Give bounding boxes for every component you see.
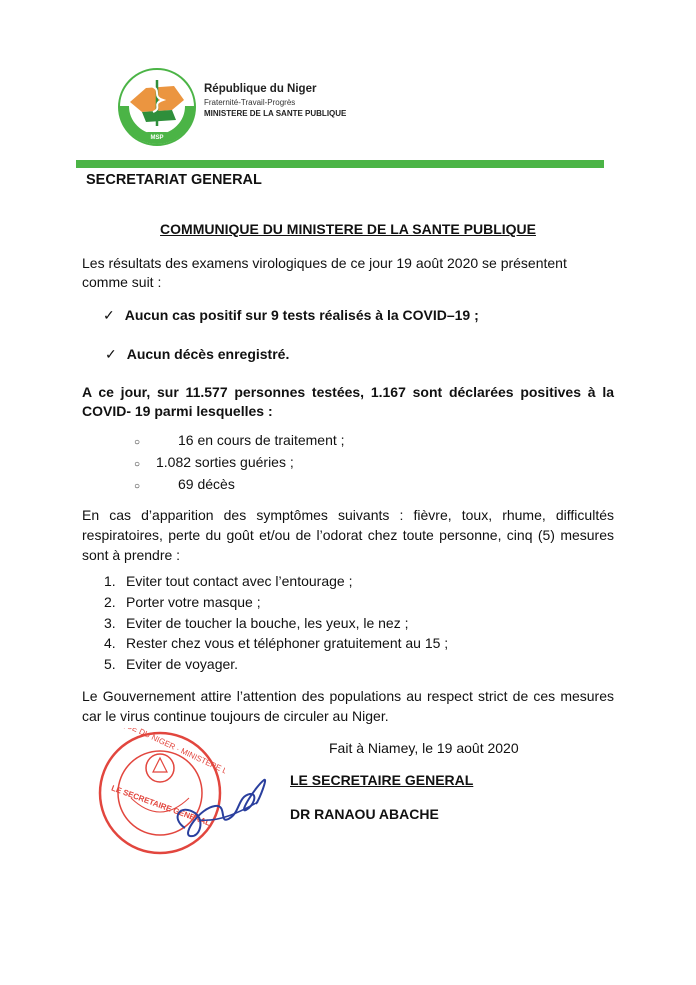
closing-paragraph: Le Gouvernement attire l’attention des populations au respect strict de ces mesures car le virus continue toujours de circuler au Niger. (82, 688, 614, 724)
stamp-inner-text: LE SECRETAIRE GENERAL (110, 783, 212, 828)
logo-abbrev: MSP (150, 135, 164, 141)
measure-item: 5. Eviter de voyager. (104, 656, 239, 673)
measures-list (104, 571, 448, 675)
measure-item: 3. Eviter de toucher la bouche, les yeux, le nez ; (104, 614, 409, 631)
header-country: République du Niger (204, 83, 317, 95)
communique-title: COMMUNIQUE DU MINISTERE DE LA SANTE PUBLIQUE (160, 221, 536, 237)
stamp-outer-text: DU NIGER · MINISTERE DE (137, 728, 225, 779)
measure-item: 2. Porter votre masque ; (104, 593, 261, 610)
intro-paragraph: Les résultats des examens virologiques de ce jour 19 août 2020 se présentent comme suit : (82, 255, 567, 290)
summary-paragraph: A ce jour, sur 11.577 personnes testées, 1.167 sont déclarées positives à la COVID- 19 parmi lesquelles : (82, 384, 614, 419)
check-item: ✓ Aucun décès enregistré. (105, 346, 290, 362)
circle-bullet-icon: ○ (134, 437, 141, 448)
header-ministry: MINISTERE DE LA SANTE PUBLIQUE (204, 109, 347, 118)
breakdown-item: ○ 69 décès (134, 476, 235, 492)
breakdown-item: ○ 1.082 sorties guéries ; (134, 454, 294, 470)
check-mark-icon: ✓ (103, 307, 115, 323)
header-divider (76, 160, 604, 168)
department-label: SECRETARIAT GENERAL (86, 172, 262, 188)
circle-bullet-icon: ○ (134, 459, 141, 470)
check-mark-icon: ✓ (105, 346, 117, 362)
breakdown-item: ○ 16 en cours de traitement ; (134, 432, 345, 448)
measure-item: 4. Rester chez vous et téléphoner gratuitement au 15 ; (104, 635, 449, 652)
signatory-name: DR RANAOU ABACHE (290, 806, 439, 822)
measure-item: 1. Eviter tout contact avec l’entourage ; (104, 573, 353, 589)
header-motto: Fraternité-Travail-Progrès (204, 98, 296, 107)
signatory-title: LE SECRETAIRE GENERAL (290, 772, 474, 788)
ministry-logo (116, 66, 198, 148)
handwritten-signature (160, 758, 275, 848)
check-item: ✓ Aucun cas positif sur 9 tests réalisés à la COVID–19 ; (103, 307, 479, 323)
symptoms-paragraph: En cas d’apparition des symptômes suivants : fièvre, toux, rhume, difficultés respiratoires, perte du goût et/ou de l’odorat chez toute personne, cinq (5) mesures sont à prendre : (82, 507, 614, 563)
circle-bullet-icon: ○ (134, 481, 141, 492)
place-date: Fait à Niamey, le 19 août 2020 (329, 740, 519, 756)
